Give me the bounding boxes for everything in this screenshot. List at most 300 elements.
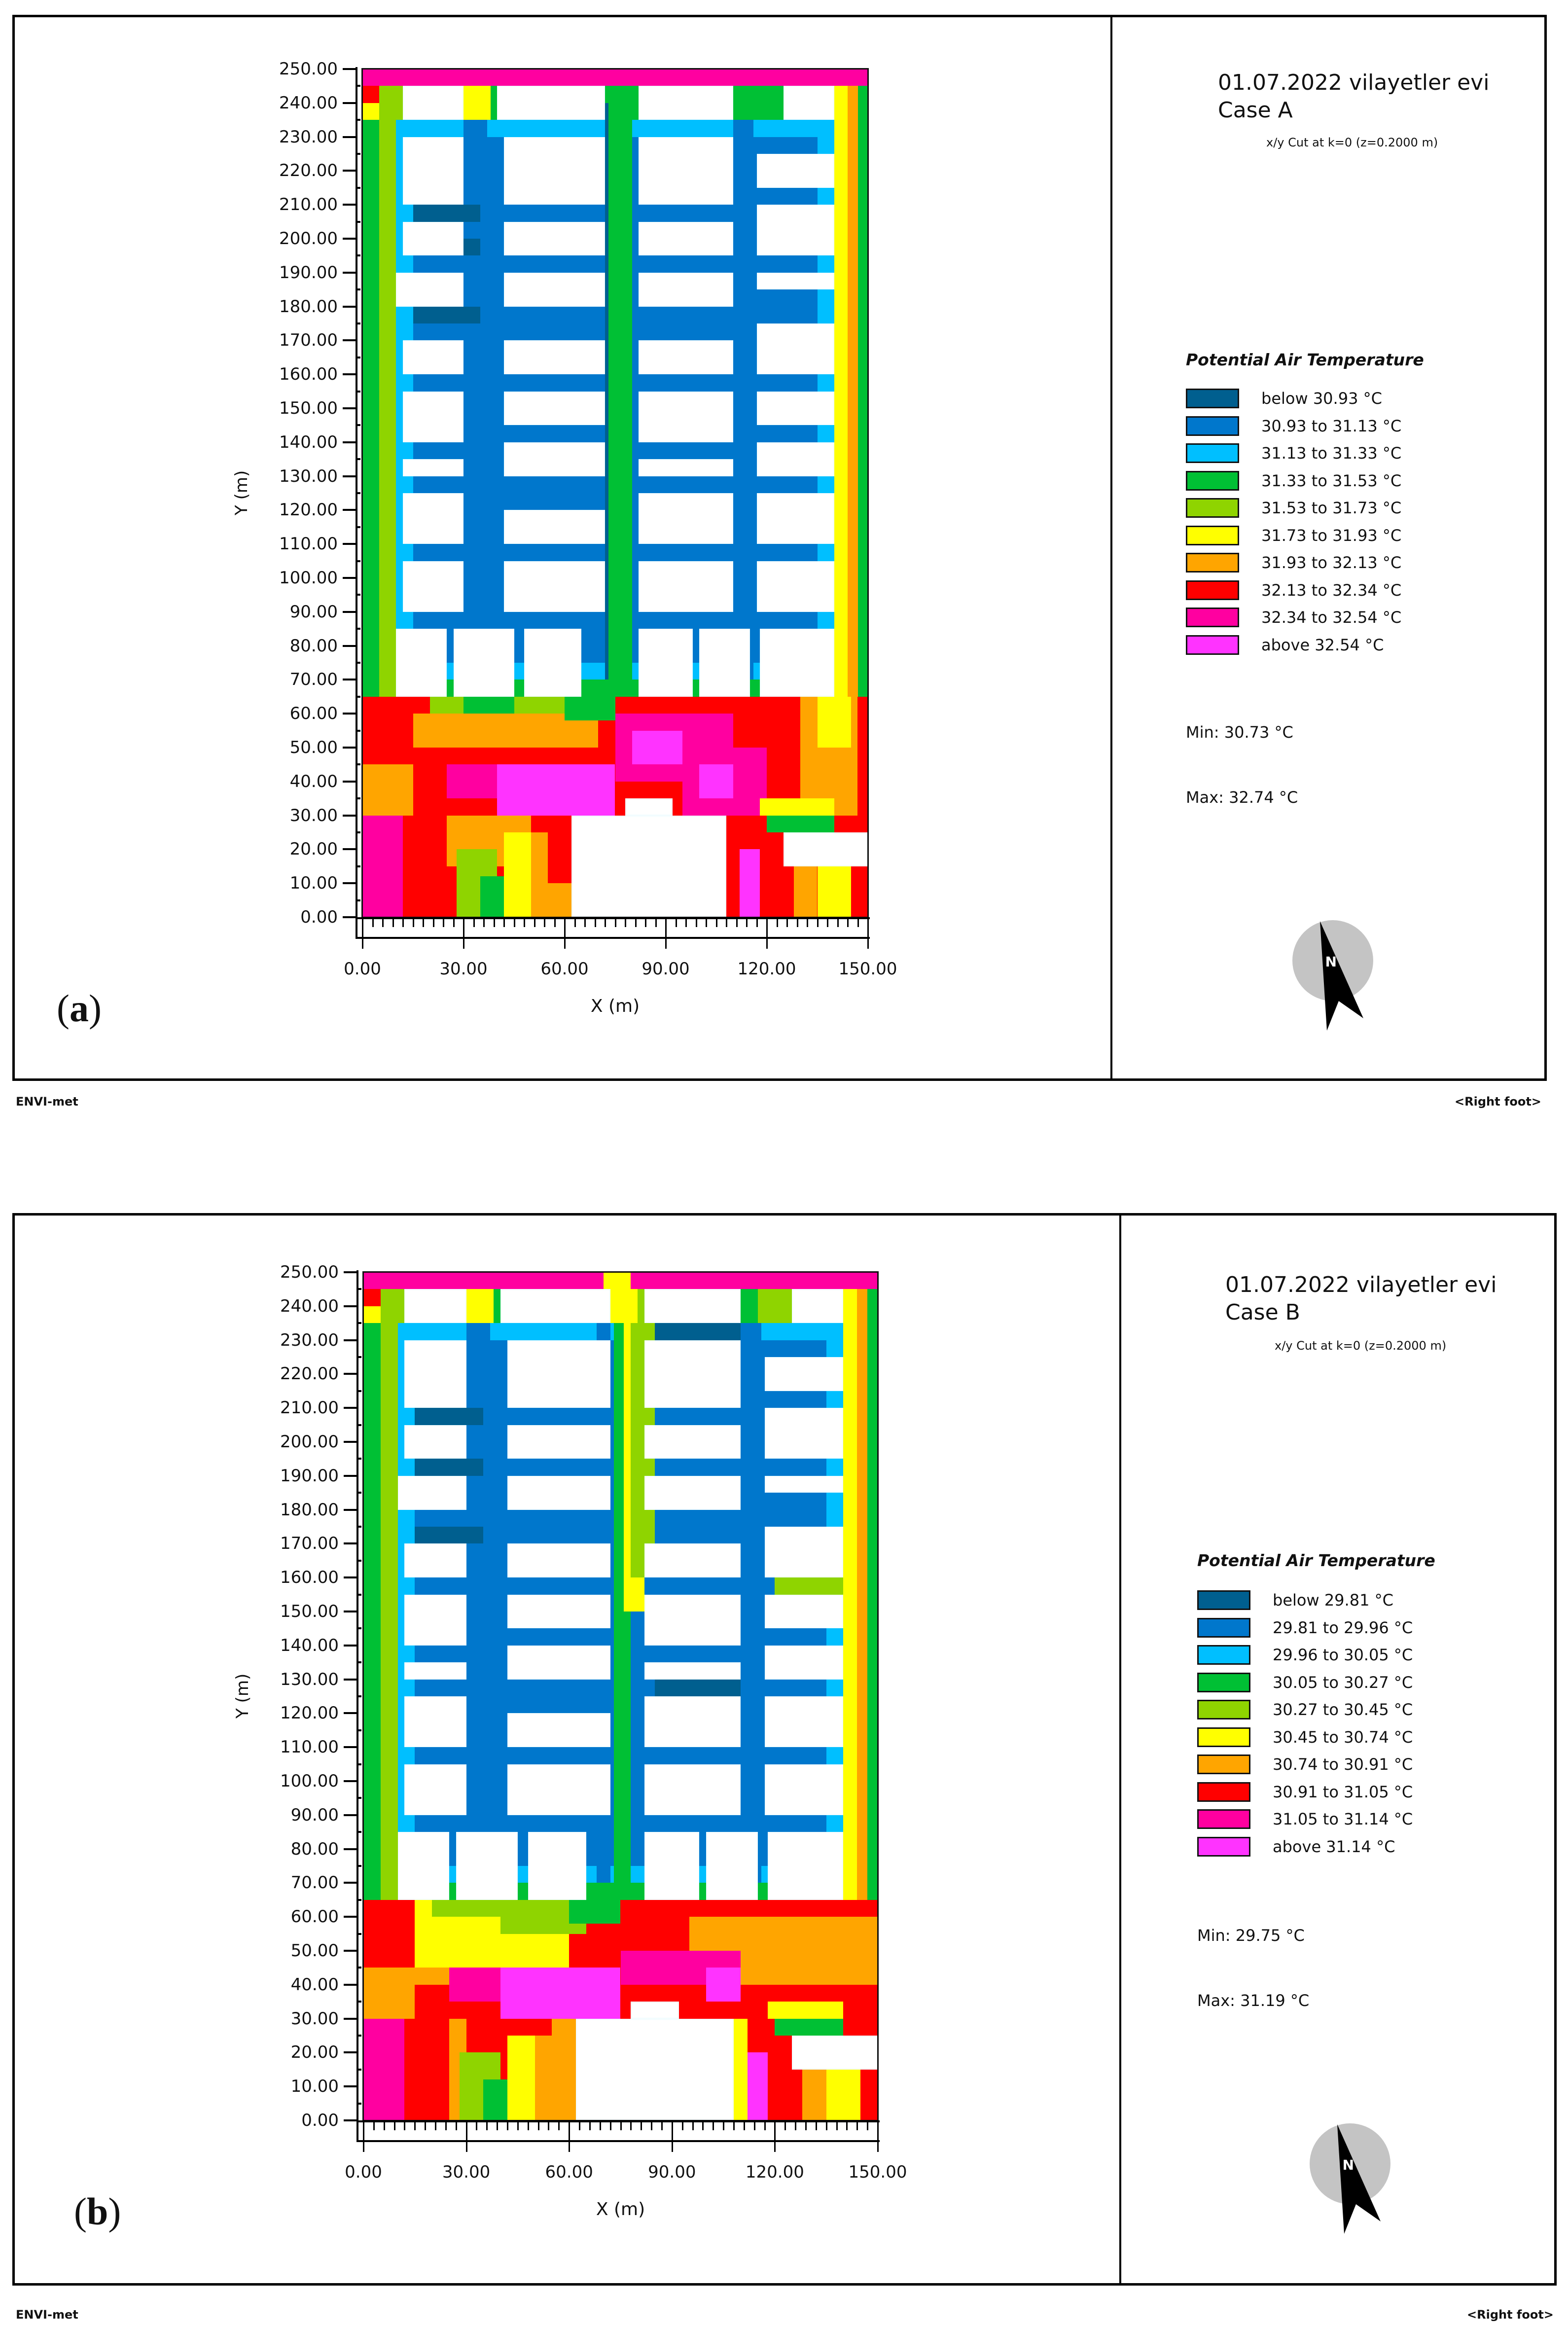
legend-label: above 31.14 °C [1273, 1837, 1395, 1856]
x-minor-tick [661, 2122, 663, 2130]
legend-label: 30.91 to 31.05 °C [1273, 1782, 1413, 1801]
min-value: Min: 30.73 °C [1186, 723, 1293, 742]
y-minor-tick [358, 1424, 361, 1426]
building-footprint [398, 1476, 466, 1510]
y-tick [343, 815, 356, 817]
y-minor-tick [358, 1865, 361, 1867]
building-footprint [403, 392, 463, 442]
y-tick [343, 272, 356, 274]
legend-label: 31.05 to 31.14 °C [1273, 1810, 1413, 1828]
y-tick-label: 150.00 [279, 398, 338, 418]
y-tick-label: 0.00 [300, 907, 338, 927]
y-tick [343, 306, 356, 308]
title-line1: 01.07.2022 vilayetler evi [1225, 1272, 1497, 1297]
heatmap-cell [748, 2052, 768, 2120]
legend-swatch [1197, 1700, 1250, 1719]
building-footprint [524, 629, 581, 697]
y-tick-label: 160.00 [280, 1568, 339, 1588]
legend-item [1197, 1589, 1393, 1611]
legend-item [1186, 469, 1401, 492]
legend-item [1186, 606, 1401, 629]
x-minor-tick [625, 919, 626, 927]
building-footprint [757, 273, 834, 289]
heatmap-cell [363, 2019, 404, 2120]
legend-label: 32.13 to 32.34 °C [1261, 580, 1402, 600]
building-footprint [784, 86, 834, 120]
heatmap-cell [466, 1289, 494, 1323]
legend-swatch [1197, 1590, 1250, 1610]
x-minor-tick [497, 2122, 498, 2130]
heatmap-cell [483, 2079, 507, 2120]
x-axis-title: X (m) [596, 2199, 645, 2220]
building-footprint [768, 1832, 843, 1900]
y-tick [343, 781, 356, 783]
building-footprint [571, 816, 726, 917]
x-minor-tick [558, 2122, 560, 2130]
legend-title-case-b: Potential Air Temperature [1197, 1551, 1435, 1570]
building-footprint [497, 86, 605, 120]
heatmap-cell [463, 120, 487, 680]
heatmap-cell [655, 1323, 741, 1340]
building-footprint [403, 340, 463, 374]
heatmap-cell [362, 86, 379, 103]
x-minor-tick [784, 2122, 786, 2130]
building-footprint [644, 1662, 741, 1679]
heatmap-cell [608, 86, 632, 680]
building-footprint [404, 1340, 466, 1408]
y-tick [343, 611, 356, 613]
x-minor-tick [392, 919, 394, 927]
heatmap-cell [480, 876, 504, 917]
y-tick-label: 140.00 [279, 432, 338, 452]
x-minor-tick [435, 2122, 436, 2130]
heatmap-cell [363, 1900, 415, 1968]
max-value: Max: 31.19 °C [1197, 1991, 1310, 2010]
x-minor-tick [857, 919, 859, 927]
legend-label: 31.33 to 31.53 °C [1261, 471, 1402, 490]
legend-label: 29.81 to 29.96 °C [1273, 1618, 1413, 1637]
y-minor-tick [357, 288, 360, 290]
y-tick-label: 210.00 [280, 1398, 339, 1418]
y-tick-label: 70.00 [289, 670, 338, 690]
legend-item [1197, 1616, 1413, 1639]
y-tick-label: 100.00 [279, 568, 338, 588]
y-minor-tick [357, 560, 360, 562]
panel-divider [1119, 1216, 1121, 2283]
heatmap-cell [548, 832, 571, 883]
building-footprint [765, 1764, 844, 1815]
heatmap-cell [504, 832, 531, 917]
building-footprint [792, 1289, 843, 1323]
heatmap-cell [758, 1289, 792, 1323]
y-minor-tick [358, 2103, 361, 2105]
legend-item [1197, 1808, 1413, 1830]
legend-swatch [1186, 498, 1239, 518]
y-tick [344, 2085, 357, 2087]
y-tick-label: 120.00 [280, 1703, 339, 1723]
building-footprint [644, 1832, 699, 1900]
y-tick-label: 210.00 [279, 195, 338, 215]
heatmap-cell [415, 1408, 483, 1425]
heatmap-cell [818, 697, 851, 748]
building-footprint [404, 1696, 466, 1747]
cut-subtitle-case-b: x/y Cut at k=0 (z=0.2000 m) [1275, 1339, 1447, 1353]
x-minor-tick [483, 919, 485, 927]
x-minor-tick [856, 2122, 858, 2130]
y-minor-tick [357, 865, 360, 867]
title-line2: Case B [1225, 1300, 1300, 1325]
y-tick-label: 220.00 [279, 161, 338, 181]
x-minor-tick [456, 2122, 457, 2130]
building-footprint [404, 1425, 466, 1459]
y-tick [343, 916, 356, 918]
y-minor-tick [357, 899, 360, 901]
building-footprint [454, 629, 514, 697]
heatmap-cell [463, 697, 514, 714]
y-minor-tick [358, 1560, 361, 1562]
heatmap-cell [362, 764, 413, 815]
building-footprint [404, 1595, 466, 1646]
legend-label: above 32.54 °C [1261, 635, 1384, 654]
y-tick-label: 80.00 [290, 1839, 339, 1859]
x-minor-tick [756, 919, 758, 927]
y-tick [343, 475, 356, 477]
x-tick-label: 120.00 [737, 959, 796, 979]
x-minor-tick [494, 919, 495, 927]
legend-item [1186, 387, 1382, 410]
y-tick-label: 30.00 [289, 805, 338, 825]
heatmap-cell [802, 2070, 826, 2120]
heatmap-cell [818, 866, 851, 917]
panel-label-a: (a) [57, 987, 102, 1030]
x-minor-tick [807, 919, 808, 927]
y-tick [343, 848, 356, 850]
legend-item [1197, 1698, 1413, 1721]
y-tick [344, 1645, 357, 1647]
legend-title-case-a: Potential Air Temperature [1186, 350, 1424, 369]
building-footprint [507, 1595, 610, 1629]
y-axis-line [356, 1270, 358, 2140]
footer-left-case-b: ENVI-met [16, 2308, 78, 2322]
x-minor-tick [754, 2122, 755, 2130]
x-minor-tick [600, 2122, 601, 2130]
y-minor-tick [358, 2069, 361, 2071]
x-minor-tick [837, 919, 839, 927]
x-minor-tick [723, 2122, 724, 2130]
legend-swatch [1186, 443, 1239, 463]
y-tick-label: 50.00 [290, 1941, 339, 1961]
heatmap-cell [857, 1289, 867, 1899]
x-minor-tick [736, 919, 738, 927]
x-minor-tick [816, 2122, 817, 2130]
heatmap-cell [363, 1289, 381, 1306]
y-minor-tick [358, 2035, 361, 2037]
building-footprint [639, 561, 733, 612]
building-footprint [396, 273, 463, 307]
building-footprint [644, 1595, 741, 1646]
building-footprint [792, 2036, 878, 2070]
x-minor-tick [486, 2122, 488, 2130]
y-tick-label: 250.00 [279, 59, 338, 79]
x-tick-label: 120.00 [745, 2162, 804, 2182]
x-minor-tick [589, 2122, 591, 2130]
title-line2: Case A [1218, 98, 1293, 123]
y-tick [344, 1271, 357, 1273]
y-tick [343, 577, 356, 579]
x-minor-tick [443, 919, 444, 927]
legend-label: 31.93 to 32.13 °C [1261, 553, 1402, 572]
north-arrow-icon [1307, 2120, 1405, 2239]
y-tick [343, 509, 356, 511]
x-minor-tick [524, 919, 525, 927]
heatmap-cell [497, 764, 615, 815]
heatmap-cell [775, 2019, 843, 2036]
y-tick-label: 30.00 [290, 2008, 339, 2029]
y-minor-tick [358, 1661, 361, 1663]
building-footprint [403, 459, 463, 476]
building-footprint [765, 1696, 844, 1747]
building-footprint [396, 629, 447, 697]
building-footprint [639, 629, 692, 697]
heatmap-cell [794, 866, 818, 917]
y-minor-tick [358, 1967, 361, 1969]
legend-label: 31.13 to 31.33 °C [1261, 444, 1402, 463]
y-minor-tick [357, 357, 360, 358]
y-minor-tick [357, 85, 360, 87]
legend-swatch [1197, 1782, 1250, 1802]
y-tick-label: 110.00 [279, 534, 338, 554]
y-tick [344, 1712, 357, 1714]
legend-label: 30.05 to 30.27 °C [1273, 1673, 1413, 1692]
legend-swatch [1197, 1754, 1250, 1774]
building-footprint [757, 392, 834, 426]
y-tick [343, 204, 356, 206]
heatmap-cell [415, 1459, 483, 1475]
y-tick [344, 2119, 357, 2121]
minmax-case-a [1186, 678, 1298, 830]
building-footprint [765, 1595, 844, 1629]
y-tick-label: 10.00 [290, 2076, 339, 2097]
x-minor-tick [635, 919, 637, 927]
building-footprint [639, 493, 733, 544]
building-footprint [576, 2019, 734, 2120]
y-tick [344, 1441, 357, 1443]
legend-swatch [1186, 608, 1239, 627]
legend-item [1186, 497, 1401, 519]
x-minor-tick [605, 919, 606, 927]
heatmap-cell [507, 2036, 535, 2120]
y-minor-tick [358, 1356, 361, 1358]
y-tick-label: 170.00 [279, 330, 338, 351]
y-minor-tick [357, 424, 360, 426]
y-tick [343, 679, 356, 680]
legend-item [1186, 579, 1401, 602]
x-minor-tick [473, 919, 475, 927]
x-minor-tick [786, 919, 788, 927]
y-tick [343, 136, 356, 138]
y-minor-tick [358, 1831, 361, 1833]
building-footprint [757, 493, 834, 544]
x-minor-tick [716, 919, 717, 927]
x-minor-tick [517, 2122, 519, 2130]
y-tick [343, 407, 356, 409]
x-minor-tick [641, 2122, 642, 2130]
legend-swatch [1197, 1618, 1250, 1638]
x-tick-label: 0.00 [344, 959, 381, 979]
building-footprint [507, 1764, 610, 1815]
y-tick [344, 1611, 357, 1612]
building-footprint [456, 1832, 518, 1900]
y-minor-tick [357, 119, 360, 121]
y-minor-tick [358, 1526, 361, 1528]
y-tick [343, 102, 356, 104]
y-tick [344, 1882, 357, 1884]
x-tick [362, 919, 363, 949]
x-tick [564, 919, 566, 949]
y-minor-tick [357, 153, 360, 155]
x-minor-tick [579, 2122, 580, 2130]
cut-subtitle-case-a: x/y Cut at k=0 (z=0.2000 m) [1266, 136, 1438, 149]
y-minor-tick [358, 1322, 361, 1324]
legend-swatch [1197, 1809, 1250, 1829]
y-minor-tick [357, 628, 360, 630]
building-footprint [644, 1340, 741, 1408]
legend-swatch [1197, 1727, 1250, 1747]
y-minor-tick [357, 730, 360, 732]
y-minor-tick [358, 1899, 361, 1901]
y-tick [344, 1373, 357, 1375]
x-minor-tick [846, 2122, 848, 2130]
x-axis-baseline [356, 937, 870, 939]
y-tick-label: 190.00 [280, 1466, 339, 1486]
x-tick-label: 0.00 [345, 2162, 382, 2182]
x-tick-label: 150.00 [848, 2162, 907, 2182]
x-tick [877, 2122, 879, 2152]
x-tick [463, 919, 464, 949]
building-footprint [404, 1662, 466, 1679]
x-minor-tick [867, 2122, 868, 2130]
y-tick [343, 713, 356, 715]
x-minor-tick [507, 2122, 508, 2130]
heatmap-cell [565, 697, 615, 720]
y-tick-label: 20.00 [290, 2042, 339, 2063]
y-tick-label: 230.00 [279, 127, 338, 147]
heatmap-cell [362, 816, 403, 917]
legend-label: 30.74 to 30.91 °C [1273, 1755, 1413, 1774]
heatmap-cell [500, 1968, 620, 2018]
legend-label: 31.53 to 31.73 °C [1261, 499, 1402, 517]
x-minor-tick [682, 2122, 683, 2130]
legend-item [1197, 1781, 1413, 1803]
heatmap-cell [734, 2019, 748, 2120]
building-footprint [765, 1527, 844, 1577]
y-minor-tick [357, 322, 360, 324]
y-tick-label: 140.00 [280, 1635, 339, 1655]
x-minor-tick [514, 919, 515, 927]
x-tick [672, 2122, 673, 2152]
heatmap-cell [463, 86, 491, 120]
x-minor-tick [394, 2122, 395, 2130]
x-minor-tick [584, 919, 586, 927]
building-footprint [625, 798, 673, 815]
y-tick-label: 60.00 [290, 1907, 339, 1927]
legend-swatch [1197, 1673, 1250, 1692]
legend-swatch [1197, 1837, 1250, 1857]
x-minor-tick [777, 919, 778, 927]
y-tick-label: 240.00 [279, 93, 338, 113]
legend-label: 30.45 to 30.74 °C [1273, 1727, 1413, 1747]
building-footprint [404, 1543, 466, 1577]
x-minor-tick [795, 2122, 796, 2130]
heatmap-cell [413, 205, 481, 221]
y-minor-tick [358, 1695, 361, 1697]
legend-item [1186, 634, 1384, 656]
x-tick [774, 2122, 776, 2152]
legend-swatch [1186, 553, 1239, 573]
building-footprint [644, 1696, 741, 1747]
chart-title-case-a [1218, 69, 1489, 124]
building-footprint [507, 1476, 610, 1510]
building-footprint [644, 1764, 741, 1815]
building-footprint [639, 340, 733, 374]
y-minor-tick [358, 1933, 361, 1935]
building-footprint [398, 1832, 449, 1900]
building-footprint [404, 1764, 466, 1815]
building-footprint [639, 222, 733, 256]
y-tick [344, 1848, 357, 1850]
heatmap-cell [552, 2019, 576, 2070]
building-footprint [757, 442, 834, 476]
building-footprint [644, 1543, 741, 1577]
y-tick-label: 120.00 [279, 500, 338, 520]
y-tick-label: 190.00 [279, 262, 338, 283]
legend-label: 32.34 to 32.54 °C [1261, 608, 1402, 627]
x-minor-tick [702, 2122, 704, 2130]
x-minor-tick [676, 919, 677, 927]
north-arrow-icon [1289, 917, 1388, 1036]
y-tick-label: 80.00 [289, 636, 338, 656]
heatmap-cell [404, 2019, 449, 2120]
heatmap-cell [741, 1323, 761, 1883]
building-footprint [507, 1543, 610, 1577]
y-tick-label: 100.00 [280, 1771, 339, 1791]
y-tick [343, 882, 356, 884]
y-tick [343, 373, 356, 375]
x-minor-tick [692, 2122, 694, 2130]
x-axis-title: X (m) [590, 996, 640, 1016]
building-footprint [699, 629, 750, 697]
y-tick [344, 2018, 357, 2020]
y-tick [343, 645, 356, 647]
legend-label: 31.73 to 31.93 °C [1261, 526, 1402, 545]
y-tick-label: 0.00 [301, 2111, 339, 2130]
y-tick-label: 20.00 [289, 839, 338, 859]
building-footprint [403, 561, 463, 612]
x-tick [363, 2122, 364, 2152]
building-footprint [760, 629, 834, 697]
x-tick-label: 60.00 [540, 959, 589, 979]
x-minor-tick [797, 919, 798, 927]
y-tick [344, 1950, 357, 1952]
x-minor-tick [764, 2122, 766, 2130]
building-footprint [403, 86, 463, 120]
y-tick [344, 1542, 357, 1544]
building-footprint [403, 493, 463, 544]
x-axis-baseline [356, 2140, 880, 2142]
heatmap-cell [733, 86, 760, 120]
legend-label: 30.93 to 31.13 °C [1261, 416, 1402, 435]
panel-divider [1110, 17, 1112, 1078]
